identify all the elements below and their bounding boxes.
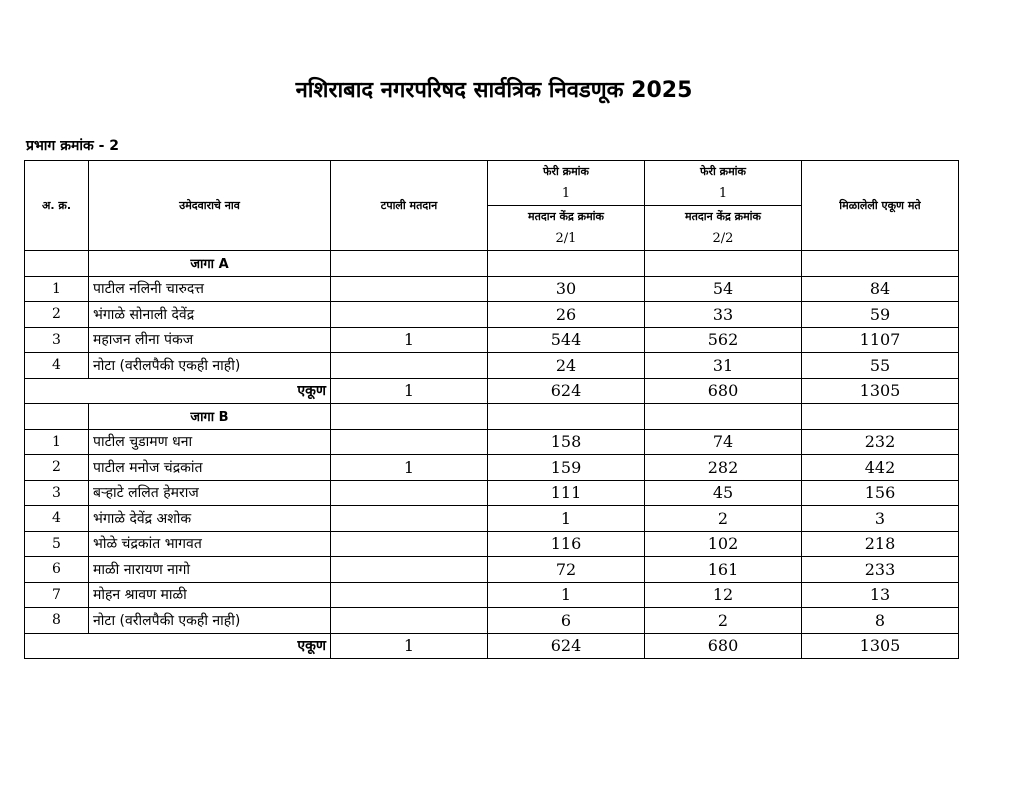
- total-votes: 218: [802, 531, 959, 557]
- serial-number: 1: [25, 276, 89, 302]
- total-booth-1-votes: 624: [488, 378, 645, 404]
- booth-2-votes: 2: [645, 608, 802, 634]
- serial-number: 6: [25, 557, 89, 583]
- booth-2-votes: 74: [645, 429, 802, 455]
- booth-2-votes: 54: [645, 276, 802, 302]
- candidate-name: पाटील नलिनी चारुदत्त: [89, 276, 331, 302]
- header-booth-2: [645, 206, 802, 251]
- postal-votes: [331, 531, 488, 557]
- booth-1-votes: 6: [488, 608, 645, 634]
- table-row: [25, 429, 959, 455]
- total-votes: 233: [802, 557, 959, 583]
- header-booth-1-label: मतदान केंद्र क्रमांक: [528, 210, 604, 223]
- empty-cell: [802, 251, 959, 277]
- table-header: [25, 161, 959, 251]
- header-round-1: [488, 161, 645, 206]
- serial-number: 1: [25, 429, 89, 455]
- postal-votes: [331, 353, 488, 379]
- header-sr: अ. क्र.: [25, 161, 89, 251]
- header-booth-1-num: 2/1: [555, 231, 577, 246]
- empty-cell: [645, 251, 802, 277]
- booth-2-votes: 282: [645, 455, 802, 481]
- candidate-name: भंगाळे सोनाली देवेंद्र: [89, 302, 331, 328]
- candidate-name: नोटा (वरीलपैकी एकही नाही): [89, 608, 331, 634]
- header-round-1-label: फेरी क्रमांक: [543, 165, 589, 178]
- table-row: [25, 302, 959, 328]
- serial-number: 3: [25, 480, 89, 506]
- empty-cell: [331, 251, 488, 277]
- total-votes: 3: [802, 506, 959, 532]
- total-votes: 156: [802, 480, 959, 506]
- candidate-name: नोटा (वरीलपैकी एकही नाही): [89, 353, 331, 379]
- booth-2-votes: 102: [645, 531, 802, 557]
- header-round-2-label: फेरी क्रमांक: [700, 165, 746, 178]
- total-booth-2-votes: 680: [645, 378, 802, 404]
- table-row: [25, 353, 959, 379]
- total-votes: 442: [802, 455, 959, 481]
- serial-number: 2: [25, 455, 89, 481]
- empty-cell: [488, 404, 645, 430]
- total-label: एकूण: [25, 633, 331, 659]
- serial-number: 8: [25, 608, 89, 634]
- candidate-name: पाटील मनोज चंद्रकांत: [89, 455, 331, 481]
- booth-1-votes: 72: [488, 557, 645, 583]
- booth-1-votes: 111: [488, 480, 645, 506]
- total-votes: 84: [802, 276, 959, 302]
- total-votes: 59: [802, 302, 959, 328]
- total-row: [25, 633, 959, 659]
- header-round-2-num: 1: [718, 186, 728, 201]
- booth-2-votes: 161: [645, 557, 802, 583]
- booth-1-votes: 1: [488, 506, 645, 532]
- candidate-name: पाटील चुडामण धना: [89, 429, 331, 455]
- total-booth-2-votes: 680: [645, 633, 802, 659]
- booth-1-votes: 159: [488, 455, 645, 481]
- serial-number: 3: [25, 327, 89, 353]
- postal-votes: [331, 582, 488, 608]
- booth-1-votes: 26: [488, 302, 645, 328]
- total-label: एकूण: [25, 378, 331, 404]
- booth-2-votes: 45: [645, 480, 802, 506]
- grand-total-votes: 1305: [802, 378, 959, 404]
- booth-1-votes: 30: [488, 276, 645, 302]
- total-votes: 1107: [802, 327, 959, 353]
- empty-cell: [488, 251, 645, 277]
- serial-number: 5: [25, 531, 89, 557]
- header-postal: टपाली मतदान: [331, 161, 488, 251]
- header-round-1-num: 1: [561, 186, 571, 201]
- seat-row: [25, 251, 959, 277]
- total-row: [25, 378, 959, 404]
- postal-votes: 1: [331, 455, 488, 481]
- serial-number: 4: [25, 506, 89, 532]
- postal-votes: [331, 302, 488, 328]
- empty-cell: [331, 404, 488, 430]
- header-booth-2-label: मतदान केंद्र क्रमांक: [685, 210, 761, 223]
- postal-votes: [331, 506, 488, 532]
- header-name: उमेदवाराचे नाव: [89, 161, 331, 251]
- serial-number: 2: [25, 302, 89, 328]
- empty-cell: [802, 404, 959, 430]
- candidate-name: भंगाळे देवेंद्र अशोक: [89, 506, 331, 532]
- empty-cell: [645, 404, 802, 430]
- booth-2-votes: 31: [645, 353, 802, 379]
- postal-votes: [331, 480, 488, 506]
- total-postal-votes: 1: [331, 378, 488, 404]
- candidate-name: बऱ्हाटे ललित हेमराज: [89, 480, 331, 506]
- seat-label: जागा B: [89, 404, 331, 430]
- empty-cell: [25, 251, 89, 277]
- booth-1-votes: 116: [488, 531, 645, 557]
- booth-1-votes: 1: [488, 582, 645, 608]
- header-booth-1: [488, 206, 645, 251]
- grand-total-votes: 1305: [802, 633, 959, 659]
- table-row: [25, 608, 959, 634]
- header-booth-2-num: 2/2: [712, 231, 734, 246]
- empty-cell: [25, 404, 89, 430]
- total-votes: 8: [802, 608, 959, 634]
- booth-2-votes: 12: [645, 582, 802, 608]
- total-votes: 55: [802, 353, 959, 379]
- table-row: [25, 276, 959, 302]
- candidate-name: भोळे चंद्रकांत भागवत: [89, 531, 331, 557]
- table-body: [25, 251, 959, 659]
- booth-2-votes: 2: [645, 506, 802, 532]
- total-booth-1-votes: 624: [488, 633, 645, 659]
- header-round-2: [645, 161, 802, 206]
- postal-votes: [331, 276, 488, 302]
- table-row: [25, 531, 959, 557]
- booth-2-votes: 562: [645, 327, 802, 353]
- postal-votes: [331, 608, 488, 634]
- booth-1-votes: 544: [488, 327, 645, 353]
- table-row: [25, 557, 959, 583]
- candidate-name: महाजन लीना पंकज: [89, 327, 331, 353]
- total-postal-votes: 1: [331, 633, 488, 659]
- booth-1-votes: 158: [488, 429, 645, 455]
- table-row: [25, 327, 959, 353]
- header-total: मिळालेली एकूण मते: [802, 161, 959, 251]
- page-title: नशिराबाद नगरपरिषद सार्वत्रिक निवडणूक 2025: [295, 78, 693, 103]
- total-votes: 13: [802, 582, 959, 608]
- postal-votes: [331, 557, 488, 583]
- candidate-name: माळी नारायण नागो: [89, 557, 331, 583]
- table-row: [25, 506, 959, 532]
- results-table: [24, 160, 959, 659]
- ward-label: प्रभाग क्रमांक - 2: [26, 138, 119, 154]
- booth-1-votes: 24: [488, 353, 645, 379]
- table-row: [25, 582, 959, 608]
- table-row: [25, 455, 959, 481]
- postal-votes: [331, 429, 488, 455]
- seat-label: जागा A: [89, 251, 331, 277]
- postal-votes: 1: [331, 327, 488, 353]
- seat-row: [25, 404, 959, 430]
- candidate-name: मोहन श्रावण माळी: [89, 582, 331, 608]
- serial-number: 7: [25, 582, 89, 608]
- serial-number: 4: [25, 353, 89, 379]
- booth-2-votes: 33: [645, 302, 802, 328]
- table-row: [25, 480, 959, 506]
- total-votes: 232: [802, 429, 959, 455]
